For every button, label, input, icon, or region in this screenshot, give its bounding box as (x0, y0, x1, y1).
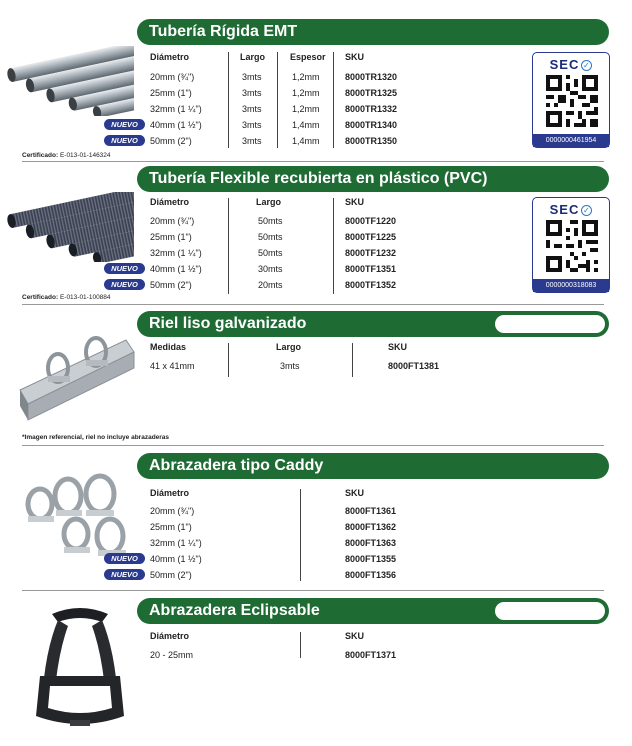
emt-largo: 3mts (242, 72, 262, 82)
emt-sku: 8000TR1325 (345, 88, 398, 98)
qr-code-icon (546, 220, 598, 272)
pvc-largo: 30mts (258, 264, 283, 274)
emt-largo: 3mts (242, 104, 262, 114)
pvc-header-diametro: Diámetro (150, 197, 190, 207)
emt-certificate: Certificado: E-013-01-146324 (22, 152, 111, 159)
emt-diametro: 50mm (2") (150, 136, 192, 146)
check-icon: ✓ (583, 61, 591, 71)
caddy-sku: 8000FT1361 (345, 506, 397, 516)
caddy-sku: 8000FT1362 (345, 522, 397, 532)
nuevo-badge: NUEVO (104, 569, 145, 580)
pvc-sku: 8000TF1351 (345, 264, 397, 274)
emt-espesor: 1,2mm (292, 72, 320, 82)
riel-title: Riel liso galvanizado (137, 311, 609, 337)
emt-header-diametro: Diámetro (150, 52, 190, 62)
riel-note: *Imagen referencial, riel no incluye abrazaderas (22, 434, 170, 441)
emt-largo: 3mts (242, 120, 262, 130)
emt-header-espesor: Espesor (290, 52, 326, 62)
emt-header-largo: Largo (240, 52, 266, 62)
riel-header-largo: Largo (276, 342, 302, 352)
emt-diametro: 32mm (1 ¼") (150, 104, 202, 114)
pvc-diametro: 20mm (¾") (150, 216, 195, 226)
nuevo-badge: NUEVO (104, 279, 145, 290)
pvc-certificate: Certificado: E-013-01-100884 (22, 294, 111, 301)
pvc-pipes-image (6, 192, 134, 262)
pvc-sec-qr-card (532, 197, 610, 293)
emt-sku: 8000TR1320 (345, 72, 398, 82)
pvc-diametro: 40mm (1 ½") (150, 264, 202, 274)
caddy-diametro: 20mm (¾") (150, 506, 195, 516)
eclipsable-header-sku: SKU (345, 631, 365, 641)
emt-diametro: 25mm (1") (150, 88, 192, 98)
pvc-diametro: 25mm (1") (150, 232, 192, 242)
emt-sku: 8000TR1332 (345, 104, 398, 114)
check-icon: ✓ (583, 206, 591, 216)
caddy-title: Abrazadera tipo Caddy (137, 453, 609, 479)
emt-largo: 3mts (242, 136, 262, 146)
pvc-largo: 20mts (258, 280, 283, 290)
emt-sku: 8000TR1340 (345, 120, 398, 130)
nuevo-badge: NUEVO (104, 553, 145, 564)
caddy-clamps-image (18, 470, 136, 562)
emt-sec-qr-card (532, 52, 610, 148)
emt-espesor: 1,4mm (292, 136, 320, 146)
pvc-header-largo: Largo (256, 197, 282, 207)
eclipsable-sku: 8000FT1371 (345, 650, 397, 660)
eclipsable-clamp-image (30, 604, 130, 736)
riel-medidas: 41 x 41mm (150, 361, 195, 371)
emt-diametro: 40mm (1 ½") (150, 120, 202, 130)
emt-diametro: 20mm (¾") (150, 72, 195, 82)
caddy-diametro: 50mm (2") (150, 570, 192, 580)
riel-header-medidas: Medidas (150, 342, 187, 352)
caddy-sku: 8000FT1363 (345, 538, 397, 548)
eclipsable-diametro: 20 - 25mm (150, 650, 194, 660)
nuevo-badge: NUEVO (104, 119, 145, 130)
sec-code: 0000000318083 (533, 279, 609, 292)
emt-espesor: 1,2mm (292, 104, 320, 114)
nuevo-badge: NUEVO (104, 135, 145, 146)
pvc-sku: 8000TF1352 (345, 280, 397, 290)
qr-code-icon (546, 75, 598, 127)
emt-pipes-image (6, 46, 134, 116)
emt-sku: 8000TR1350 (345, 136, 398, 146)
caddy-sku: 8000FT1355 (345, 554, 397, 564)
caddy-diametro: 32mm (1 ¼") (150, 538, 202, 548)
sec-logo: SEC ✓ (549, 202, 591, 217)
pvc-title: Tubería Flexible recubierta en plástico (PVC) (137, 166, 609, 192)
pvc-header-sku: SKU (345, 197, 365, 207)
emt-espesor: 1,2mm (292, 88, 320, 98)
emt-largo: 3mts (242, 88, 262, 98)
pvc-largo: 50mts (258, 216, 283, 226)
eclipsable-header-diametro: Diámetro (150, 631, 190, 641)
caddy-sku: 8000FT1356 (345, 570, 397, 580)
caddy-header-diametro: Diámetro (150, 488, 190, 498)
emt-espesor: 1,4mm (292, 120, 320, 130)
caddy-diametro: 25mm (1") (150, 522, 192, 532)
section-emt (0, 0, 632, 165)
pvc-diametro: 50mm (2") (150, 280, 192, 290)
riel-header-sku: SKU (388, 342, 408, 352)
eclipsable-title: Abrazadera Eclipsable (137, 598, 609, 624)
sec-logo: SEC ✓ (549, 57, 591, 72)
pvc-sku: 8000TF1220 (345, 216, 397, 226)
pvc-largo: 50mts (258, 248, 283, 258)
caddy-diametro: 40mm (1 ½") (150, 554, 202, 564)
sec-code: 0000000461954 (533, 134, 609, 147)
riel-largo: 3mts (280, 361, 300, 371)
riel-image (18, 330, 136, 430)
pvc-largo: 50mts (258, 232, 283, 242)
emt-title: Tubería Rígida EMT (137, 19, 609, 45)
caddy-header-sku: SKU (345, 488, 365, 498)
pvc-sku: 8000TF1225 (345, 232, 397, 242)
emt-header-sku: SKU (345, 52, 365, 62)
nuevo-badge: NUEVO (104, 263, 145, 274)
pvc-sku: 8000TF1232 (345, 248, 397, 258)
pvc-diametro: 32mm (1 ¼") (150, 248, 202, 258)
riel-sku: 8000FT1381 (388, 361, 440, 371)
